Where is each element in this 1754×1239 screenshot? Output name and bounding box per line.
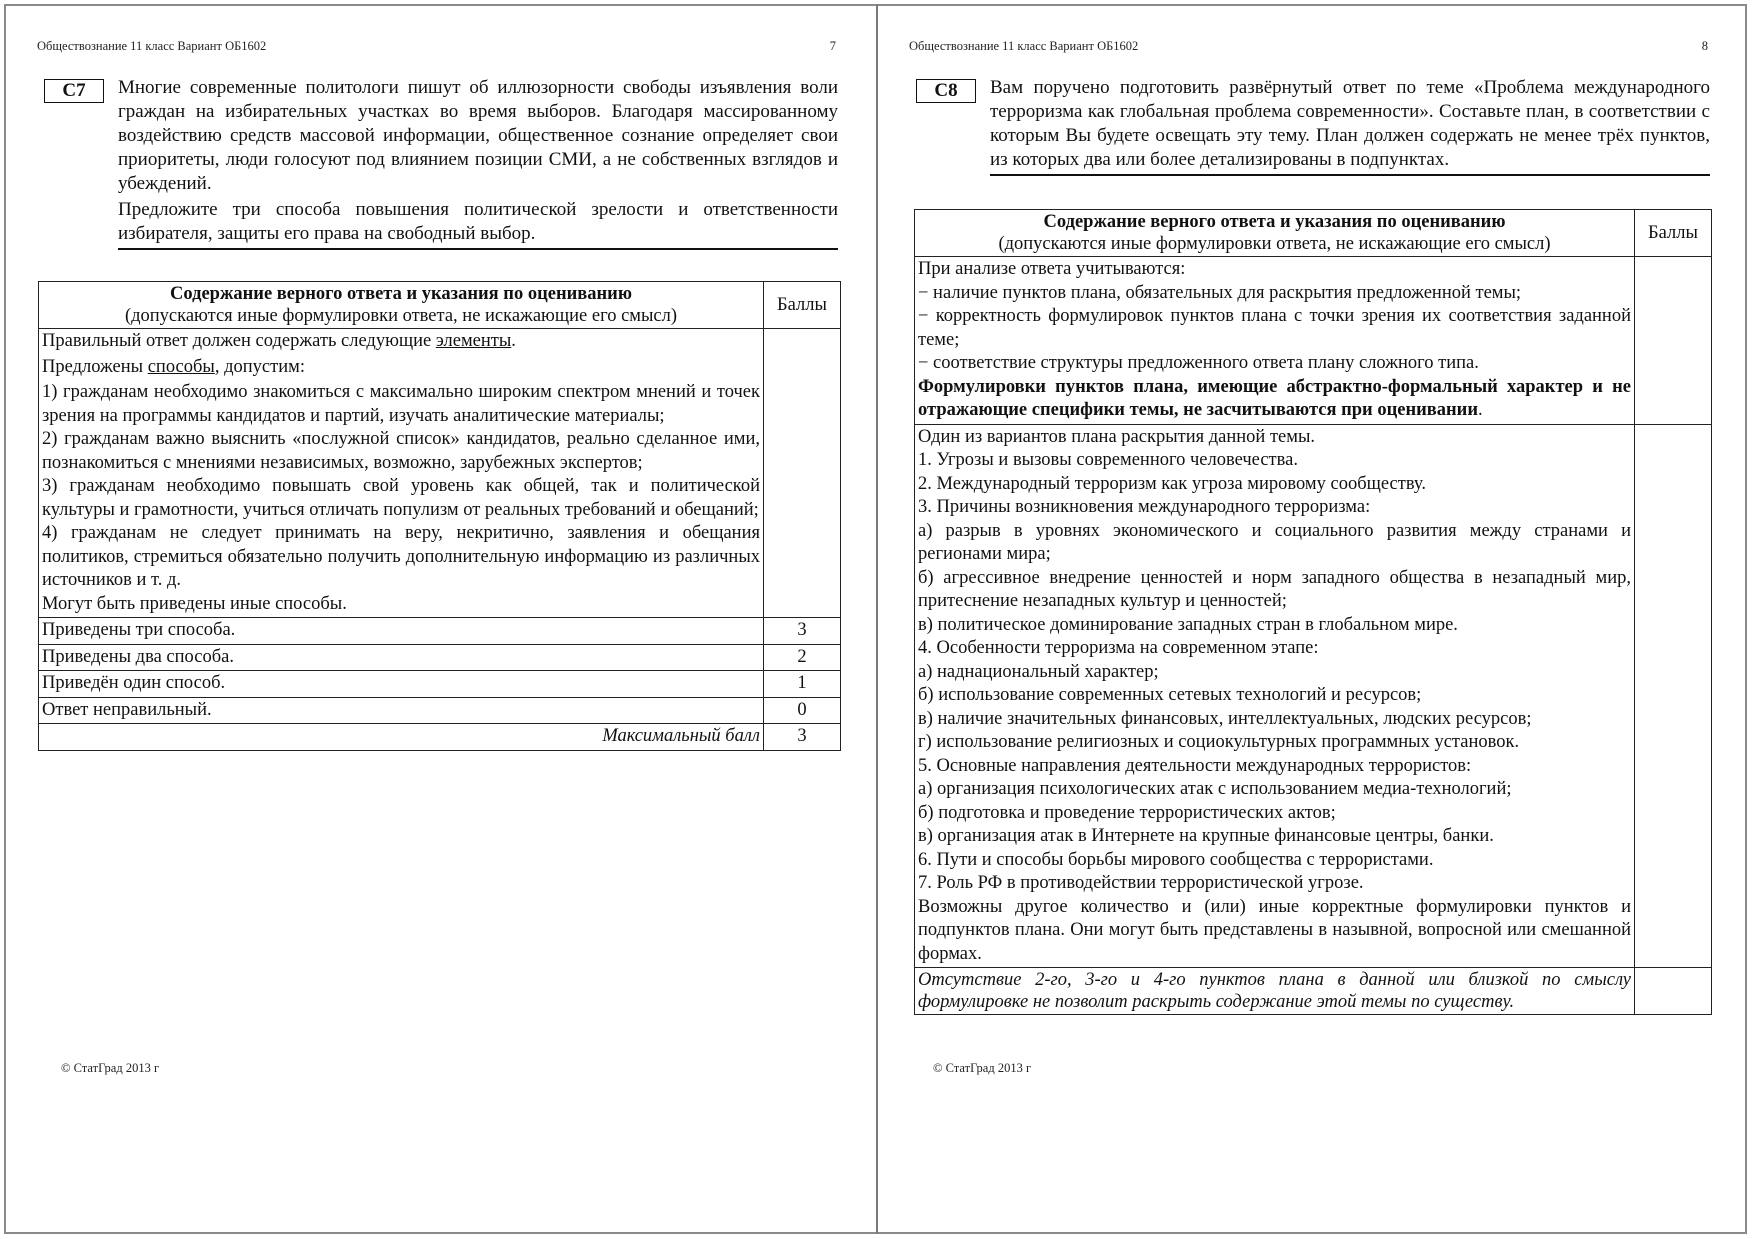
- plan-line: 5. Основные направления деятельности международных террористов:: [918, 755, 1472, 776]
- plan-line: 7. Роль РФ в противодействии террористической угрозе.: [918, 873, 1364, 893]
- plan-line: б) использование современных сетевых технологий и ресурсов;: [918, 685, 1422, 705]
- plan-closing: Возможны другое количество и (или) иные корректные формулировки пунктов и подпунктов плана. Они могут быть представлены в назывной, вопросной или смешанной формах.: [918, 896, 1631, 964]
- plan-line: б) агрессивное внедрение ценностей и норм западного общества в незападный мир, притеснение незападных культур и ценностей;: [918, 567, 1631, 611]
- max-score-label: Максимальный балл: [39, 724, 764, 751]
- task-c7: [44, 76, 838, 250]
- max-score-row: [39, 724, 841, 751]
- task-text: [990, 76, 1710, 172]
- plan-line: в) организация атак в Интернете на крупные финансовые центры, банки.: [918, 826, 1494, 846]
- list-item: 4) гражданам не следует принимать на веру, некритично, заявления и обещания политиков, стремиться обязательно получить дополнительную информацию из различных источников и т. д.: [42, 523, 760, 590]
- table-header-row: [915, 210, 1712, 257]
- task-text: [118, 76, 838, 246]
- table-row: [915, 257, 1712, 425]
- task-rule: [118, 248, 838, 250]
- header-title: Содержание верного ответа и указания по оцениванию: [170, 284, 632, 304]
- score-label: Приведён один способ.: [39, 671, 764, 698]
- task-c8: [916, 76, 1710, 176]
- page-number: 7: [829, 39, 836, 53]
- copyright-footer: © СтатГрад 2013 г: [61, 1061, 160, 1075]
- task-label: C8: [916, 79, 976, 103]
- table-row: [39, 329, 841, 618]
- page-8: [878, 6, 1748, 1232]
- page-number: 8: [1701, 39, 1708, 53]
- task-paragraph: Вам поручено подготовить развёрнутый ответ по теме «Проблема международного терроризма как глобальная проблема современности». Составьте план, в соответствии с которым Вы будете освещать эту тему. План должен содержать не менее трёх пунктов, из которых два или более детализированы в подпунктах.: [990, 77, 1710, 170]
- table-row: [39, 618, 841, 645]
- plan-line: в) наличие значительных финансовых, интеллектуальных, людских ресурсов;: [918, 708, 1532, 729]
- table-row: [39, 697, 841, 724]
- table-header-points: Баллы: [764, 282, 841, 329]
- criteria-bold-end: .: [1478, 400, 1483, 420]
- plan-line: а) организация психологических атак с использованием медиа-технологий;: [918, 779, 1512, 799]
- plan-line: в) политическое доминирование западных стран в глобальном мире.: [918, 614, 1458, 635]
- score-cell: [1635, 257, 1712, 425]
- task-paragraph: Предложите три способа повышения политической зрелости и ответственности избирателя, защиты его права на свободный выбор.: [118, 199, 838, 244]
- page-header: [37, 39, 836, 54]
- italic-note: Отсутствие 2-го, 3-го и 4-го пунктов плана в данной или близкой по смыслу формулировке не позволит раскрыть содержание этой темы по существу.: [915, 968, 1635, 1015]
- table-row: [39, 671, 841, 698]
- table-header-content: [39, 282, 764, 329]
- plan-line: г) использование религиозных и социокультурных программных установок.: [918, 732, 1520, 752]
- table-row: [39, 644, 841, 671]
- criteria-item: − наличие пунктов плана, обязательных для раскрытия предложенной темы;: [918, 282, 1522, 303]
- plan-line: 3. Причины возникновения международного терроризма:: [918, 497, 1371, 517]
- answer-content: [39, 329, 764, 618]
- page-7: [6, 6, 876, 1232]
- intro-line: [42, 330, 760, 354]
- score-value: 0: [764, 697, 841, 724]
- list-item: 2) гражданам важно выяснить «послужной список» кандидатов, реально сделанное ими, познакомиться с мнениями независимых, возможно, зарубежных экспертов;: [42, 429, 760, 473]
- plan-line: а) наднациональный характер;: [918, 661, 1159, 682]
- task-rule: [990, 174, 1710, 176]
- intro-suffix: .: [511, 331, 516, 351]
- criteria-item: − корректность формулировок пунктов плана с точки зрения их соответствия заданной теме;: [918, 306, 1631, 350]
- criteria-note: [918, 376, 1631, 423]
- header-title: Обществознание 11 класс Вариант ОБ1602: [909, 39, 1139, 53]
- score-label: Приведены два способа.: [39, 644, 764, 671]
- table-header-content: [915, 210, 1635, 257]
- table-row: [915, 968, 1712, 1015]
- plan-line: б) подготовка и проведение террористических актов;: [918, 802, 1336, 823]
- intro-text: Правильный ответ должен содержать следующие: [42, 331, 436, 351]
- page-header: [909, 39, 1708, 54]
- score-label: Ответ неправильный.: [39, 697, 764, 724]
- table-row: [915, 424, 1712, 968]
- criteria-item: − соответствие структуры предложенного ответа плану сложного типа.: [918, 353, 1479, 373]
- closing-line: Могут быть приведены иные способы.: [42, 593, 347, 614]
- criteria-bold: Формулировки пунктов плана, имеющие абстрактно-формальный характер и не отражающие специфики темы, не засчитываются при оценивании: [918, 376, 1631, 420]
- grading-table: [38, 281, 841, 751]
- header-title: Обществознание 11 класс Вариант ОБ1602: [37, 39, 267, 53]
- plan-line: 6. Пути и способы борьбы мирового сообщества с террористами.: [918, 849, 1434, 870]
- header-title: Содержание верного ответа и указания по оцениванию: [1043, 212, 1506, 232]
- score-value: 3: [764, 618, 841, 645]
- score-value: 1: [764, 671, 841, 698]
- plan-line: а) разрыв в уровнях экономического и социального развития между странами и регионами мира;: [918, 520, 1631, 564]
- table-header-points: Баллы: [1635, 210, 1712, 257]
- score-cell: [1635, 424, 1712, 968]
- plan-line: 4. Особенности терроризма на современном этапе:: [918, 638, 1319, 658]
- offered-underlined: способы: [147, 356, 215, 377]
- table-header-row: [39, 282, 841, 329]
- task-label: C7: [44, 79, 104, 103]
- plan-line: 2. Международный терроризм как угроза мировому сообществу.: [918, 473, 1426, 494]
- task-paragraph: Многие современные политологи пишут об иллюзорности свободы изъявления воли граждан на избирательных участках во время выборов. Благодаря массированному воздействию средств массовой информации, общественное сознание определяет свои приоритеты, люди голосуют под влиянием позиции СМИ, а не собственных взглядов и убеждений.: [118, 77, 838, 194]
- score-cell: [764, 329, 841, 618]
- list-item: 3) гражданам необходимо повышать свой уровень как общей, так и политической культуры и грамотности, учиться отличать популизм от реальных требований и обещаний;: [42, 476, 760, 520]
- criteria-content: [915, 257, 1635, 425]
- grading-table: [914, 209, 1712, 1015]
- score-label: Приведены три способа.: [39, 618, 764, 645]
- header-subtitle: (допускаются иные формулировки ответа, не искажающие его смысл): [124, 306, 678, 326]
- offered-line: [42, 356, 760, 380]
- max-score-value: 3: [764, 724, 841, 751]
- plan-content: [915, 424, 1635, 968]
- header-subtitle: (допускаются иные формулировки ответа, не искажающие его смысл): [998, 234, 1551, 254]
- plan-line: 1. Угрозы и вызовы современного человечества.: [918, 450, 1298, 470]
- plan-intro: Один из вариантов плана раскрытия данной темы.: [918, 426, 1316, 447]
- offered-suffix: , допустим:: [214, 356, 305, 377]
- copyright-footer: © СтатГрад 2013 г: [933, 1061, 1032, 1075]
- offered-text: Предложены: [42, 356, 148, 377]
- score-value: 2: [764, 644, 841, 671]
- list-item: 1) гражданам необходимо знакомиться с максимально широким спектром мнений и точек зрения на программы кандидатов и партий, изучать аналитические материалы;: [42, 382, 760, 426]
- intro-underlined: элементы: [435, 331, 512, 351]
- criteria-intro: При анализе ответа учитываются:: [918, 259, 1186, 279]
- score-cell: [1635, 968, 1712, 1015]
